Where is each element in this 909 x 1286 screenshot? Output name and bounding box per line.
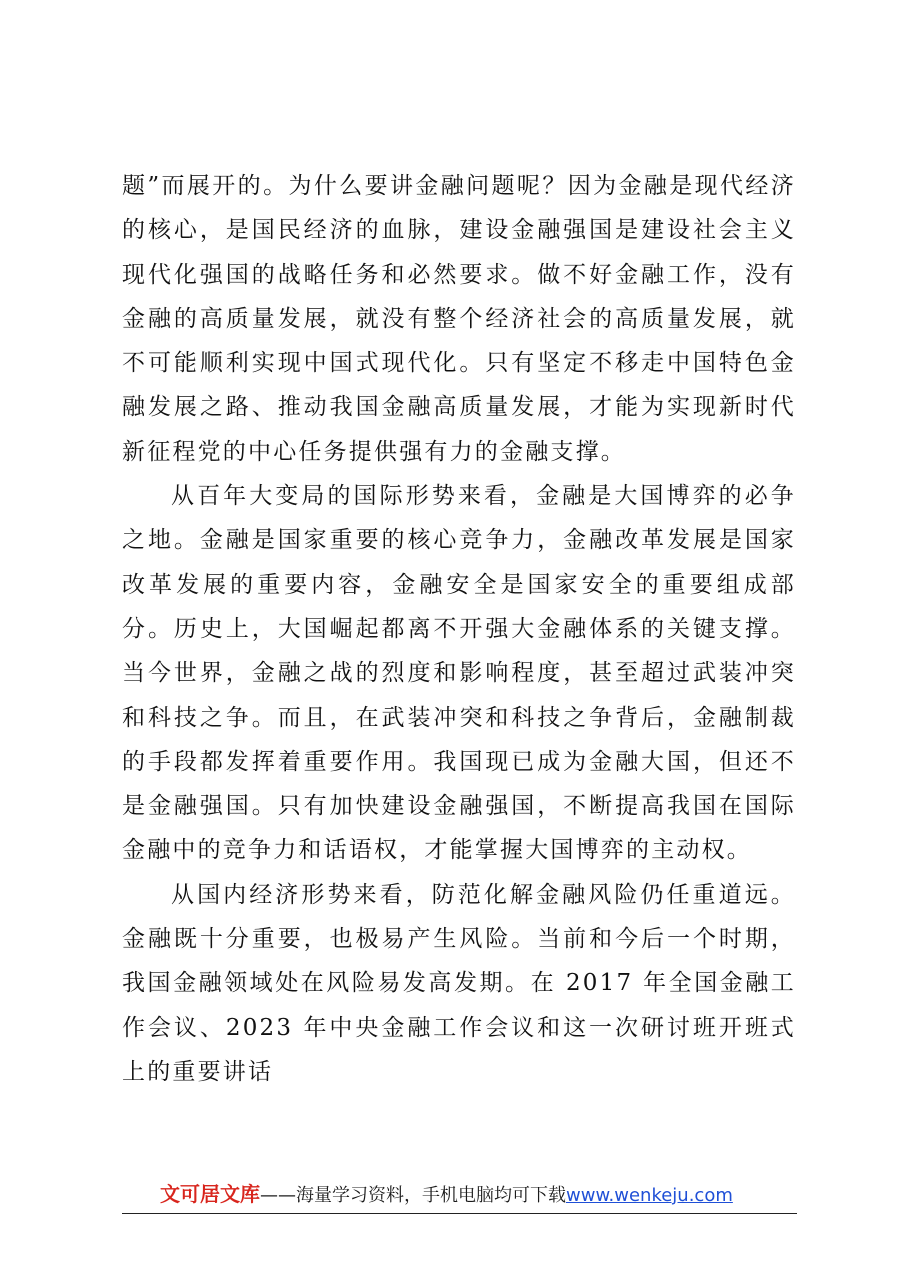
footer-slogan: ——海量学习资料，手机电脑均可下载 <box>260 1185 566 1206</box>
text-line: 地。金融是国家重要的核心竞争力，金融改革发展是国家改革 <box>122 527 796 598</box>
text-line: 从国内经济形势来看，防范化解金融风险仍任重道远。金 <box>122 881 796 953</box>
text-line: 从百年大变局的国际形势来看，金融是大国博弈的必争之 <box>122 483 796 554</box>
page-footer <box>122 1179 797 1214</box>
text-line: 的核心，是国民经济的血脉，建设金融强国是建设社会主义现 <box>122 217 796 288</box>
text-line: 路、推动我国金融高质量发展，才能为实现新时代新征程党的 <box>122 394 796 465</box>
text-line: 而且，在武装冲突和科技之争背后，金融制裁的手段都发挥着 <box>122 704 797 775</box>
text-line: 金融领域处在风险易发高发期。在 2017 年全国金融工作会议、 <box>122 970 796 1041</box>
brand-name: 文可居文库 <box>160 1182 260 1206</box>
text-line: 重要作用。我国现已成为金融大国，但还不是金融强国。只有 <box>122 748 796 820</box>
text-line: 2023 年中央金融工作会议和这一次研讨班开班式上的重要讲话 <box>122 1014 796 1085</box>
text-line: 加快建设金融强国，不断提高我国在国际金融中的竞争力和话 <box>122 793 796 864</box>
paragraph-1 <box>122 164 796 474</box>
document-body <box>122 164 796 1094</box>
footer-banner <box>160 1183 733 1207</box>
text-line: 题”而展开的。为什么要讲金融问题呢？因为金融是现代经济 <box>122 173 796 199</box>
text-line: 的高质量发展，就没有整个经济社会的高质量发展，就不可能 <box>122 305 796 377</box>
paragraph-3 <box>122 873 796 1094</box>
paragraph-2 <box>122 474 796 873</box>
text-line: 金融之战的烈度和影响程度，甚至超过武装冲突和科技之争。 <box>122 660 797 731</box>
text-line: 顺利实现中国式现代化。只有坚定不移走中国特色金融发展之 <box>122 350 796 421</box>
text-line: 代化强国的战略任务和必然要求。做不好金融工作，没有金融 <box>122 261 796 332</box>
text-line: 语权，才能掌握大国博弈的主动权。 <box>348 837 753 864</box>
text-line: 融既十分重要，也极易产生风险。当前和今后一个时期，我国 <box>122 926 796 997</box>
text-line: 上，大国崛起都离不开强大金融体系的关键支撑。当今世界， <box>122 615 796 687</box>
text-line: 中心任务提供强有力的金融支撑。 <box>248 438 626 465</box>
text-line: 发展的重要内容，金融安全是国家安全的重要组成部分。历史 <box>122 571 796 642</box>
website-link[interactable]: www.wenkeju.com <box>566 1185 733 1206</box>
